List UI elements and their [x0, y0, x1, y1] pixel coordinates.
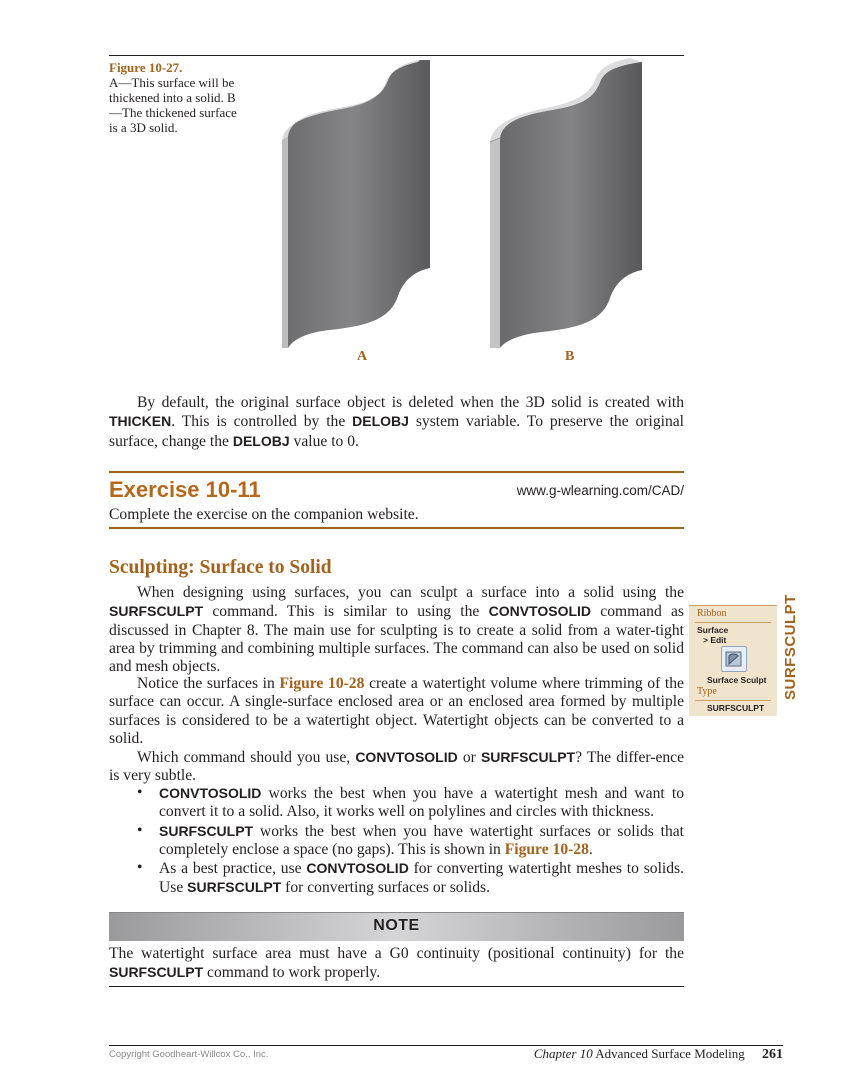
note-title: NOTE [373, 917, 420, 934]
figure-caption-text: A—This surface will be thickened into a solid. B—The thickened surface is a 3D solid. [109, 75, 237, 135]
exercise-url[interactable]: www.g-wlearning.com/CAD/ [516, 483, 684, 498]
figure-reference[interactable]: Figure 10-28 [504, 840, 589, 858]
ribbon-divider [695, 622, 771, 623]
ribbon-label: Ribbon [697, 608, 727, 619]
note-bottom-rule [109, 986, 684, 987]
command-delobj: DELOBJ [232, 432, 290, 449]
surface-b-shape [490, 58, 642, 348]
command-surfsculpt: SURFSCULPT [109, 603, 204, 620]
command-delobj: DELOBJ [352, 413, 409, 430]
ribbon-sidebar [689, 605, 777, 716]
bullet-dot: • [137, 784, 143, 801]
bullet-item: • As a best practice, use CONVTOSOLID for converting watertight meshes to solids. Use SURFSCULPT for converting surfaces or solids. [137, 859, 685, 897]
surface-sculpt-glyph [722, 647, 746, 671]
figure-label-b: B [565, 349, 575, 364]
paragraph-watertight: Notice the surfaces in Figure 10-28 create a watertight volume where trimming of the surface can occur. A single-surface enclosed area or an enclosed area formed by multiple surfaces is considered to be a watertight object. Watertight objects can be converted to a solid. [109, 675, 684, 747]
surface-a-shape [282, 60, 430, 348]
exercise-top-rule [109, 471, 684, 473]
bullet-item: • SURFSCULPT works the best when you have watertight surfaces or solids that completely enclose a space (no gaps). This is shown in Figure 10-28. [137, 821, 684, 858]
footer-page-number: 261 [762, 1047, 783, 1062]
command-surfsculpt: SURFSCULPT [480, 749, 576, 765]
footer-copyright: Copyright Goodheart-Willcox Co., Inc. [109, 1049, 269, 1060]
exercise-title: Exercise 10-11 [109, 477, 261, 502]
footer-chapter: Chapter 10 [533, 1046, 593, 1061]
bullet-list [109, 784, 684, 898]
sidebar-vertical-command: SURFSCULPT [782, 594, 799, 700]
figure-reference[interactable]: Figure 10-28 [279, 675, 365, 692]
section-heading: Sculpting: Surface to Solid [109, 557, 332, 578]
command-thicken: THICKEN [109, 413, 172, 430]
figure-title: Figure 10-27. [109, 60, 183, 75]
paragraph-which-command: Which command should you use, CONVTOSOLID or SURFSCULPT? The differ-ence is very subtle. [109, 749, 684, 785]
type-divider [695, 700, 771, 701]
bullet-dot: • [137, 859, 143, 877]
bullet-item: • CONVTOSOLID works the best when you have a watertight mesh and want to convert it to a solid. Also, it works well on polylines and circles with thickness. [137, 784, 684, 821]
ribbon-panel[interactable]: > Edit [703, 635, 727, 645]
exercise-text: Complete the exercise on the companion website. [109, 506, 419, 523]
command-surfsculpt: SURFSCULPT [109, 964, 204, 981]
footer-chapter-title: Advanced Surface Modeling [595, 1046, 745, 1061]
figure-label-a: A [357, 349, 368, 364]
figure-illustration [270, 58, 684, 348]
type-label: Type [697, 686, 717, 697]
type-value: SURFSCULPT [707, 703, 765, 713]
note-header [109, 912, 684, 941]
exercise-bottom-rule [109, 527, 684, 529]
note-text: The watertight surface area must have a G0 continuity (positional continuity) for the SURFSCULPT command to work properly. [109, 945, 684, 982]
top-rule [109, 55, 684, 56]
command-convtosolid: CONVTOSOLID [355, 749, 458, 765]
bullet-dot: • [137, 821, 143, 839]
command-convtosolid: CONVTOSOLID [488, 603, 592, 620]
ribbon-tab[interactable]: Surface [697, 625, 729, 635]
surface-sculpt-icon[interactable] [721, 646, 747, 672]
ribbon-tool-name[interactable]: Surface Sculpt [707, 675, 767, 685]
paragraph-thicken: By default, the original surface object is deleted when the 3D solid is created with THICKEN. This is controlled by the DELOBJ system variable. To preserve the original surface, change the DELOBJ value to 0. [109, 394, 685, 450]
footer-chapter-info [440, 1046, 783, 1063]
paragraph-sculpt-intro: When designing using surfaces, you can sculpt a surface into a solid using the SURFSCULPT command. This is similar to using the CONVTOSOLID command as discussed in Chapter 8. The main use for sculpting is to create a solid from a water-tight area by trimming and combining multiple surfaces. The command can also be used on solid and mesh objects. [109, 584, 685, 676]
figure-caption [109, 60, 239, 135]
